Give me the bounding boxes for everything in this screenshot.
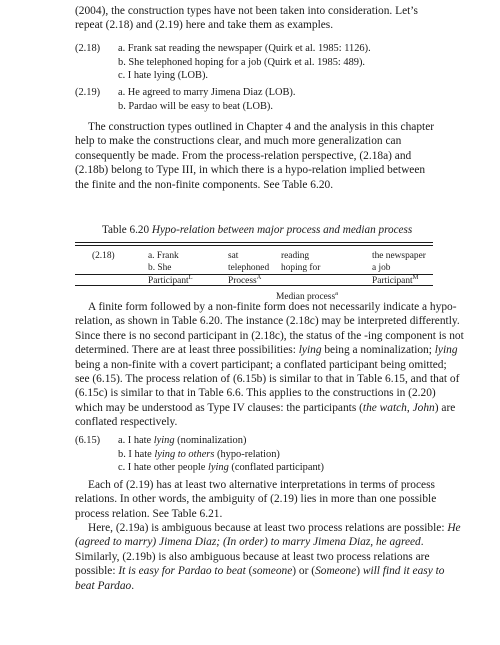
text-line: A finite form followed by a non-finite form does not necessarily indicate a hypo- [88,301,457,313]
table-cell: telephoned [228,263,270,273]
table-top-rule-double [75,245,433,246]
table-cell: the newspaper [372,251,426,261]
paragraph-alternative-interpretations [75,478,437,521]
text-line: consequently be made. From the process-relation perspective, (2.18a) and [75,149,412,162]
text-line: conflated respectively. [75,416,178,429]
table-cell: a. Frank [148,251,179,261]
table-cell: reading [281,251,310,261]
table-median-process: Median process$^a$ [276,290,338,302]
table-cell: b. She [148,263,172,273]
example-item: b. Pardao will be easy to beat (LOB). [118,100,273,112]
text-line: Here, (2.19a) is ambiguous because at least two process relations are possible: He [88,522,461,534]
table-role-participant-l: Participant$^L$ [148,274,193,286]
text-line: possible: It is easy for Pardao to beat (someone) or (Someone) will find it easy to [75,565,445,578]
table-caption-title: Hypo-relation between major process and median process [151,224,413,236]
table-example-number: (2.18) [92,251,115,261]
table-cell: a job [372,263,391,273]
table-cell: hoping for [281,263,321,273]
text-line: which may be understood as Type IV clauses: the participants (the watch, John) are [75,401,456,414]
table-role-process-a: Process$^A$ [228,274,262,286]
text-line: (6.15c) is similar to that in Table 6.6. This applies to the constructions in (2.20) [75,387,436,400]
table-top-rule [75,242,433,243]
text-line: process relation. See Table 6.21. [75,507,223,520]
text-line: the finite and the non-finite components. See Table 6.20. [75,178,334,191]
intro-paragraph [75,4,433,33]
table-role-participant-m: Participant$^M$ [372,274,419,286]
example-item: c. I hate other people lying (conflated participant) [118,462,324,473]
text-line: beat Pardao. [75,579,135,592]
paragraph-ambiguity [75,521,461,593]
text-line: determined. There are at least three possibilities: lying being a nominalization; lying [75,344,458,357]
example-number: (2.18) [75,43,101,54]
text-line: Each of (2.19) has at least two alternative interpretations in terms of process [88,479,435,491]
text-line: being a non-finite with a covert participant; a conflated participant being omitted; [75,358,447,371]
example-item: a. He agreed to marry Jimena Diaz (LOB). [118,87,296,98]
text-line: Since there is no second participant in (2.18c), the status of the -ing component is not [75,329,464,342]
text-line: (2.18b) belong to Type III, in which there is a hypo-relation implied between [75,164,426,177]
text-line: help to make the constructions clear, and much more generalization can [75,135,402,148]
example-number: (6.15) [75,435,101,446]
text-line: repeat (2.18) and (2.19) here and take them as examples. [75,19,334,32]
text-line: Similarly, (2.19b) is also ambiguous because at least two process relations are [75,550,430,563]
text-line: relation, as shown in Table 6.20. The instance (2.18c) may be interpreted differently. [75,315,460,328]
text-line: The construction types outlined in Chapter 4 and the analysis in this chapter [88,121,435,133]
example-item: c. I hate lying (LOB). [118,70,209,81]
table-caption [102,224,412,236]
table-caption-label: Table 6.20 [102,224,150,236]
text-line: relations. In other words, the ambiguity of (2.19) lies in more than one possible [75,493,437,506]
text-line: (2004), the construction types have not been taken into consideration. Let’s [75,5,418,17]
example-item: a. I hate lying (nominalization) [118,435,247,446]
example-number: (2.19) [75,87,101,98]
example-item: b. She telephoned hoping for a job (Quirk et al. 1985: 489). [118,56,366,68]
example-item: b. I hate lying to others (hypo-relation) [118,448,280,460]
table-cell: sat [228,251,239,261]
text-line: (agreed to marry) Jimena Diaz; (In order) to marry Jimena Diaz, he agreed. [75,536,424,549]
paragraph-finite-form [75,300,464,430]
example-item: a. Frank sat reading the newspaper (Quirk et al. 1985: 1126). [118,43,371,54]
paragraph-process-relation [75,120,433,192]
text-line: see (6.15). The process relation of (6.15b) is similar to that in Table 6.15, and that of [75,373,460,386]
